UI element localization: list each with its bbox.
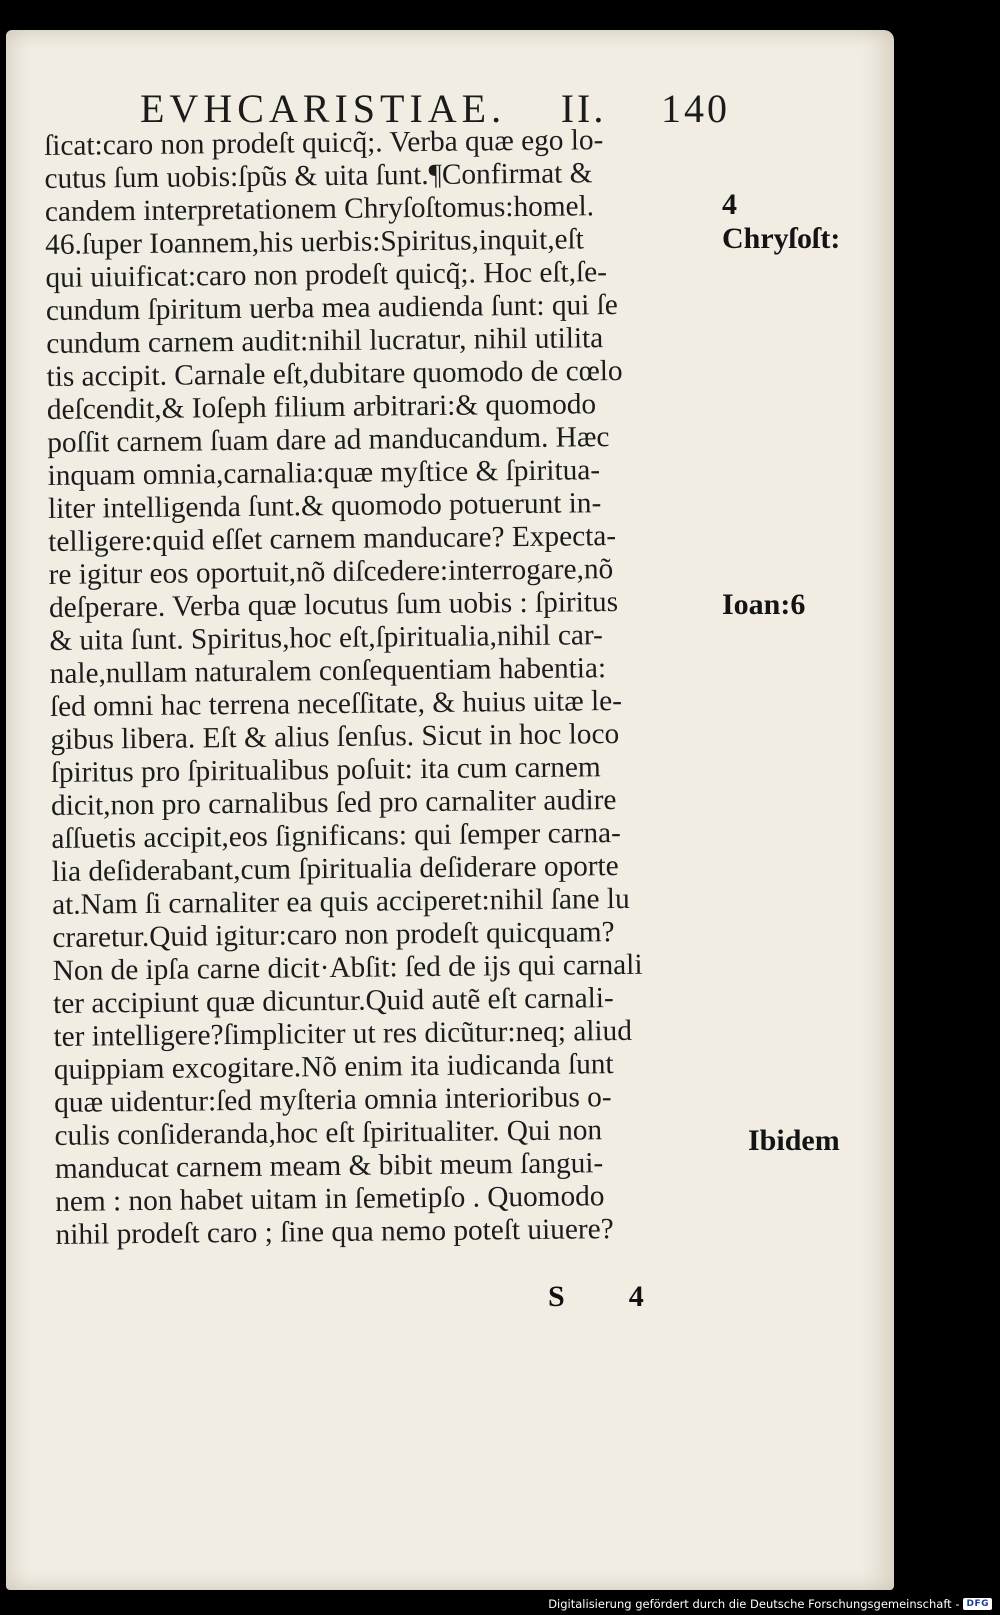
margin-note-ibidem: Ibidem: [748, 1124, 840, 1157]
signature-number: 4: [628, 1280, 644, 1313]
text-line: inquam omnia,carnalia:quæ myſtice & ſpiritua-: [47, 454, 601, 492]
text-line: deſperare. Verba quæ locutus ſum uobis : ſpiritus: [48, 586, 619, 624]
text-line: nihil prodeſt caro ; ſine qua nemo poteſt uiuere?: [55, 1213, 614, 1251]
text-line: ſed omni hac terrena neceſſitate, & huius uitæ le-: [49, 684, 623, 723]
text-line: aſſuetis accipit,eos ſignificans: qui ſemper carna-: [51, 816, 622, 855]
text-line: nem : non habet uitam in ſemetipſo . Quomodo: [55, 1180, 605, 1218]
text-line: craretur.Quid igitur:caro non prodeſt quicquam?: [52, 916, 615, 954]
text-line: re igitur eos oportuit,nõ diſcedere:interrogare,nõ: [48, 553, 614, 591]
text-line: dicit,non pro carnalibus ſed pro carnaliter audire: [50, 784, 617, 822]
text-line: liter intelligenda ſunt.& quomodo potuerunt in-: [47, 487, 602, 525]
text-line: candem interpretationem Chryſoſtomus:homel.: [44, 190, 595, 228]
text-line: ter accipiunt quæ dicuntur.Quid autẽ eſt carnali-: [52, 982, 614, 1020]
text-line: at.Nam ſi carnaliter ea quis acciperet:nihil ſane lu: [51, 882, 630, 921]
dfg-logo: DFG: [963, 1598, 992, 1610]
folio-number: 140: [660, 86, 730, 131]
text-line: deſcendit,& Ioſeph filium arbitrari:& quomodo: [46, 388, 597, 426]
signature-mark: [548, 1280, 644, 1314]
text-line: & uita ſunt. Spiritus,hoc eſt,ſpiritualia,nihil car-: [49, 619, 604, 657]
text-line: gibus libera. Eſt & alius ſenſus. Sicut in hoc loco: [50, 718, 620, 756]
body-text: [44, 123, 756, 1252]
text-line: poſſit carnem ſuam dare ad manducandum. Hæc: [47, 421, 610, 459]
text-line: telligere:quid eſſet carnem manducare? Expecta-: [48, 520, 617, 558]
signature-letter: S: [548, 1280, 565, 1313]
footer-credit: [548, 1597, 992, 1611]
margin-note-number: 4: [722, 188, 737, 221]
text-line: ſpiritus pro ſpiritualibus poſuit: ita cum carnem: [50, 751, 601, 789]
text-line: ſicat:caro non prodeſt quicq̃;. Verba quæ ego lo-: [44, 124, 604, 162]
text-line: ter intelligere?ſimpliciter ut res dicũtur:neq; aliud: [53, 1014, 633, 1053]
text-line: 46.ſuper Ioannem,his uerbis:Spiritus,inquit,eſt: [45, 223, 585, 261]
text-line: qui uiuificat:caro non prodeſt quicq̃;. Hoc eſt,ſe-: [45, 256, 608, 294]
margin-note-ioan: Ioan:6: [722, 588, 806, 621]
text-line: cutus ſum uobis:ſpũs & uita ſunt.¶Confirmat &: [44, 157, 593, 195]
text-line: manducat carnem meam & bibit meum ſangui-: [54, 1147, 604, 1185]
text-line: cundum ſpiritum uerba mea audienda ſunt: qui ſe: [45, 289, 618, 327]
text-line: quippiam excogitare.Nõ enim ita iudicanda ſunt: [53, 1048, 614, 1086]
footer-text: Digitalisierung gefördert durch die Deutsche Forschungsgemeinschaft -: [548, 1597, 960, 1611]
text-line: Non de ipſa carne dicit·Abſit: ſed de ĳs qui carnali: [52, 948, 643, 987]
text-line: quæ uidentur:ſed myſteria omnia interioribus o-: [54, 1081, 612, 1119]
text-line: nale,nullam naturalem conſequentiam habentia:: [49, 652, 607, 690]
text-line: cundum carnem audit:nihil lucratur, nihil utilita: [46, 322, 604, 360]
text-line: tis accipit. Carnale eſt,dubitare quomodo de cœlo: [46, 354, 623, 393]
header-title: EVHCARISTIAE.: [140, 86, 507, 131]
header-chapter: II.: [560, 86, 607, 131]
text-line: lia deſiderabant,cum ſpiritualia deſiderare oporte: [51, 850, 619, 888]
margin-note-chrysostom: Chryſoſt:: [722, 222, 841, 255]
text-line: culis conſideranda,hoc eſt ſpiritualiter. Qui non: [54, 1114, 603, 1152]
